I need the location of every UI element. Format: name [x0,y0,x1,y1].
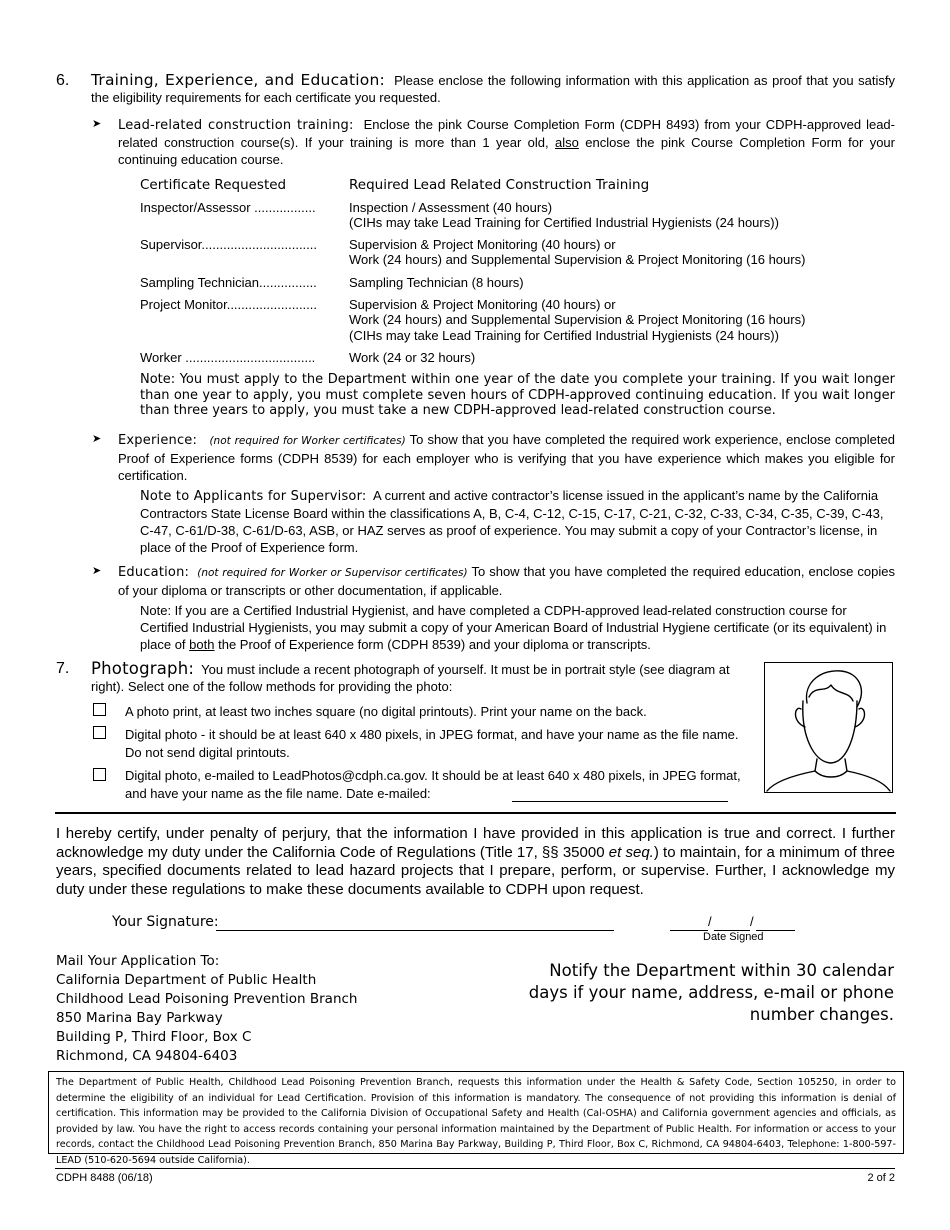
education-note-b: the Proof of Experience form (CDPH 8539) and your diploma or transcripts. [218,637,651,652]
section-6-header [91,72,895,106]
date-signed-label: Date Signed [703,931,764,943]
experience-qualifier: (not required for Worker certificates) [209,435,406,447]
table-row-line: Work (24 or 32 hours) [349,350,476,365]
portrait-diagram [764,662,893,793]
col-header-training: Required Lead Related Construction Training [349,177,650,193]
education-note-a: Note: If you are a Certified Industrial Hygienist, and have completed a CDPH-approved lead-related construction course for Certified Industrial Hygienists, you may submit a copy of your American Board of Industrial Hygiene certificate (or its equivalent) in place of [140,603,887,652]
signature-label: Your Signature: [112,914,219,930]
section-7-header [91,660,731,695]
photo-option-email-text: Digital photo, e-mailed to LeadPhotos@cdph.ca.gov. It should be at least 640 x 480 pixels, in JPEG format, and have your name as the file name. Date e-mailed: [125,768,741,801]
experience-title: Experience: [118,433,198,448]
experience-text: To show that you have completed the required work experience, enclose completed Proof of Experience forms (CDPH 8539) for each employer who is verifying that you have experience which makes you eligible for certification. [118,432,895,483]
privacy-statement: The Department of Public Health, Childhood Lead Poisoning Prevention Branch, requests this information under the Health & Safety Code, Section 105250, in order to determine the eligibility of an individual for Lead Certification. Provision of this information is mandatory. The consequence of not providing this information is denial of certification. This information may be provided to the California Division of Occupational Safety and Health (Cal-OSHA) and California government agencies and officials, as provided by law. You have the right to access records containing your personal information maintained by the Department of Public Health. For information or access to your records, contact the Childhood Lead Poisoning Prevention Branch, 850 Marina Bay Parkway, Building P, Third Floor, Box C, Richmond, CA 94804-6403, Telephone: 1-800-597-LEAD (510-620-5694 outside California). [48,1071,904,1154]
section-7-title: Photograph: [91,659,195,678]
section-divider [55,812,896,814]
date-emailed-field[interactable] [512,801,728,802]
portrait-head-icon [765,663,892,792]
experience-note-title: Note to Applicants for Supervisor: [140,489,367,504]
certification-statement [56,825,895,899]
date-slash: / [750,914,754,929]
section-7-number: 7. [56,660,70,677]
mail-address [56,971,357,1066]
form-id: CDPH 8488 (06/18) [56,1172,153,1184]
notify-notice: Notify the Department within 30 calendar days if your name, address, e-mail or phone number changes. [528,961,894,1024]
section-6-intro: Please enclose the following information with this application as proof that you satisfy the eligibility requirements for each certificate you requested. [91,73,895,105]
table-row-line: Work (24 hours) and Supplemental Supervision & Project Monitoring (16 hours) [349,252,806,267]
date-signed-field[interactable] [670,914,795,931]
mail-line: Building P, Third Floor, Box C [56,1029,252,1045]
footer-rule [55,1168,895,1169]
table-row-line: Sampling Technician (8 hours) [349,275,524,290]
table-row-line: (CIHs may take Lead Training for Certified Industrial Hygienists (24 hours)) [349,328,779,343]
bullet-arrow-icon: ➤ [92,433,102,445]
training-note: Note: You must apply to the Department within one year of the date you complete your training. If you wait longer than one year to apply, you must complete seven hours of CDPH-approved continuing education. If you wait longer than three years to apply, you must take a new CDPH-approved lead-related construction course. [140,372,895,418]
table-row-line: (CIHs may take Lead Training for Certified Industrial Hygienists (24 hours)) [349,215,779,230]
bullet-arrow-icon: ➤ [92,118,102,130]
photo-option-print: A photo print, at least two inches square (no digital printouts). Print your name on the back. [125,704,647,719]
education-note-both: both [189,637,215,652]
mail-line: Richmond, CA 94804-6403 [56,1048,238,1064]
table-row-line: Supervision & Project Monitoring (40 hours) or [349,237,616,252]
experience-note-text: A current and active contractor’s license issued in the applicant’s name by the California Contractors State License Board within the classifications A, B, C-4, C-12, C-15, C-17, C-21, C-32, C-33, C-34, C-35, C-39, C-43, C-47, C-61/D-38, C-61/D-63, ASB, or HAZ serves as proof of experience. You may submit a copy of your Contractor’s license, in place of the Proof of Experience form. [140,488,884,555]
table-row-cert: Supervisor................................ [140,237,317,252]
training-title: Lead-related construction training: [118,118,354,133]
signature-field[interactable] [216,930,614,931]
date-slash: / [708,914,712,929]
section-6-title: Training, Experience, and Education: [91,71,385,89]
training-text-also: also [555,135,579,150]
education-block [118,563,895,599]
education-note [140,602,892,653]
page-number: 2 of 2 [867,1172,895,1184]
photo-print-checkbox[interactable] [93,703,106,716]
mail-line: California Department of Public Health [56,972,317,988]
bullet-arrow-icon: ➤ [92,565,102,577]
section-7-intro: You must include a recent photograph of yourself. It must be in portrait style (see diagram at right). Select one of the follow methods for providing the photo: [91,662,730,694]
photo-option-digital: Digital photo - it should be at least 640 x 480 pixels, in JPEG format, and have your name as the file name. Do not send digital printouts. [125,727,739,760]
experience-block [118,431,895,484]
table-row-line: Work (24 hours) and Supplemental Supervision & Project Monitoring (16 hours) [349,312,806,327]
mail-line: 850 Marina Bay Parkway [56,1010,223,1026]
education-text: To show that you have completed the required education, enclose copies of your diploma or transcripts or other documentation, if applicable. [118,564,895,598]
experience-note [140,487,892,556]
table-row-line: Inspection / Assessment (40 hours) [349,200,553,215]
certification-et-seq: et seq. [608,843,654,861]
photo-option-email [125,767,745,803]
mail-line: Childhood Lead Poisoning Prevention Branch [56,991,358,1007]
table-row-cert: Project Monitor......................... [140,297,317,312]
digital-photo-checkbox[interactable] [93,726,106,739]
table-row-cert: Sampling Technician................ [140,275,317,290]
education-title: Education: [118,565,190,580]
training-block [118,116,895,168]
mail-heading: Mail Your Application To: [56,953,220,969]
table-row-cert: Worker .................................... [140,350,316,365]
certification-text-b: ) to maintain, for a minimum of three years, specified documents related to lead hazard projects that I prepare, perform, or supervise. Further, I acknowledge my duty under these regulations to make these documents available to CDPH upon request. [56,843,896,898]
col-header-certificate: Certificate Requested [140,177,287,193]
emailed-photo-checkbox[interactable] [93,768,106,781]
certification-text-a: I hereby certify, under penalty of perjury, that the information I have provided in this application is true and correct. I further acknowledge my duty under the California Code of Regulations (Title 17, §§ 35000 [56,825,895,861]
education-qualifier: (not required for Worker or Supervisor certificates) [197,567,468,579]
training-text-a: Enclose the pink Course Completion Form (CDPH 8493) from your CDPH-approved lead-related construction course(s). If your training is more than 1 year old, [118,117,895,150]
table-row-line: Supervision & Project Monitoring (40 hours) or [349,297,616,312]
training-text-b: enclose the pink Course Completion Form for your continuing education course. [118,135,895,167]
table-row-cert: Inspector/Assessor ................. [140,200,316,215]
section-6-number: 6. [56,72,70,89]
